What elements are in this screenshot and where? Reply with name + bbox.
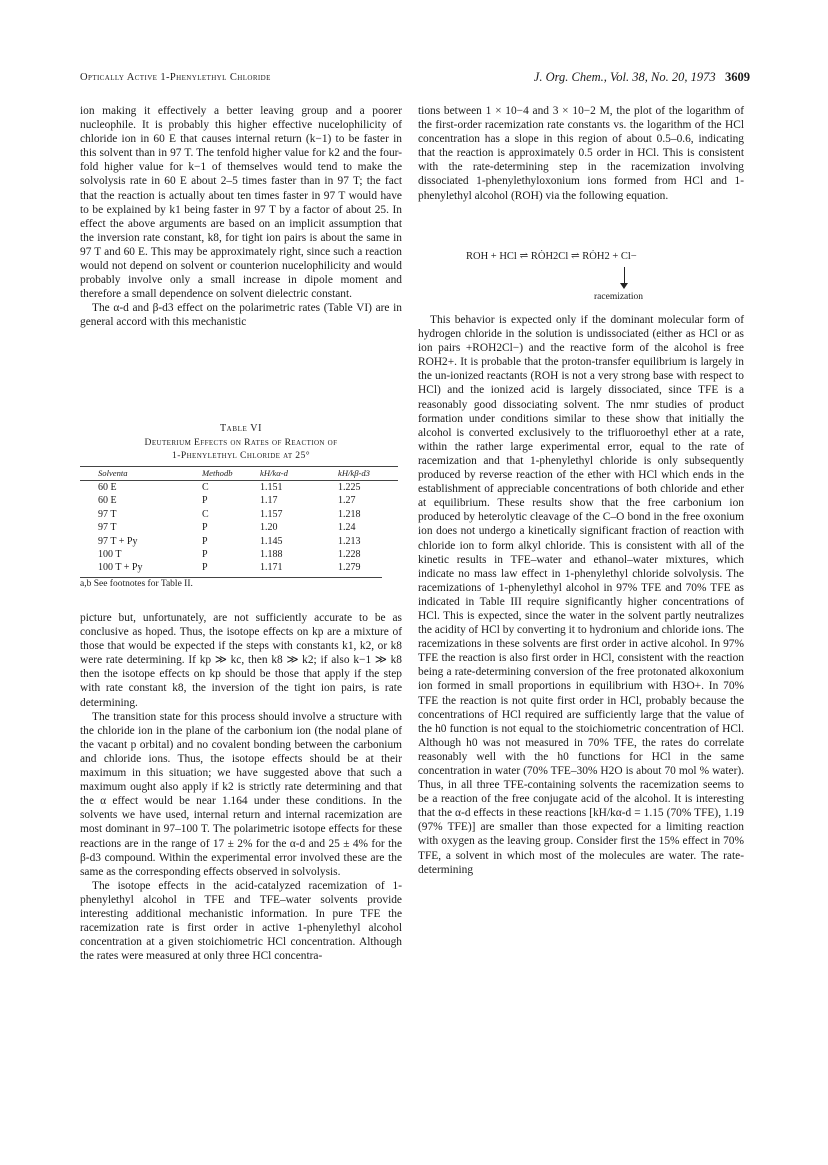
journal-citation — [466, 70, 750, 85]
col-header-beta: kH/kβ-d3 — [338, 467, 398, 481]
paragraph: This behavior is expected only if the dominant molecular form of hydrogen chloride in the solution is undissociated (either as HCl or as ion pairs +ROH2Cl−) and the reactive form of the alcohol is free ROH2+. It is probable that the proton-transfer equilibrium is largely in the un-ionized reactants (ROH is not a very strong base with respect to HCl) and the ionized acid is largely dissociated, since TFE is a reasonably good dissociating solvent. The nmr studies of product formation under conditions similar to these show that initially the alcohol is converted exclusively to the trifluoroethyl ether at a rate, within the rather large experimental error, equal to the rate of racemization and that 1-phenylethyl chloride is only subsequently produced by reverse reaction of the ether with HCl which ends in the establishment of appreciable concentrations of both chloride and ether at equilibrium. These results show that the free carbonium ion produced by heterolytic cleavage of the C–O bond in the free oxonium ion does not undergo a kinetically significant fraction of reaction with chloride ion to form alkyl chloride. This is consistent with all of the kinetic results in TFE–water and ethanol–water mixtures, which indicate no mass law effect in 1-phenylethyl chloride solvolysis. The racemizations of 1-phenylethyl alcohol in 97% TFE and 70% TFE as indicated in Table III require significantly higher concentrations of HCl. This is expected, since the water in the solvent partly neutralizes the acidity of HCl by converting it to hydronium and chloride ions. The racemizations in these solvents are first order in active alcohol. In 97% TFE the reaction is also first order in HCl, consistent with the reaction being a rate-determining conversion of the free protonated alkoxonium ion formed in small proportions in equilibrium with H3O+. In 70% TFE the reaction is not quite first order in HCl, probably because the concentrations of HCl required are sufficiently large that the value of the h0 function is not equal to the stoichiometric concentration of HCl. Although h0 was not measured in 70% TFE, the rates do correlate reasonably well with the h0 functions for HCl in the same concentration in water (70% TFE–30% H2O is about 70 mol % water). Thus, in all three TFE-containing solvents the racemization seems to be a reaction of the free conjugate acid of the alcohol. It is interesting that the α-d effects in these reactions [kH/kα-d = 1.15 (70% TFE), 1.19 (97% TFE)] are smaller than those expected for a limiting reaction with oxygen as the leaving group. Consider first the 15% effect in 70% TFE, a solvent in which most of the molecules are water. The rate-determining — [418, 314, 744, 876]
paragraph: tions between 1 × 10−4 and 3 × 10−2 M, the plot of the logarithm of the first-order racemization rate constants vs. the logarithm of the HCl concentration has a slope in this region of about 0.5–0.6, indicating that the reaction is approximately 0.5 order in HCl. This is consistent with the rate-determining step in the racemization involving dissociated 1-phenylethyloxonium ions formed from HCl and 1-phenylethyl alcohol (ROH) via the following equation. — [418, 105, 744, 202]
cell: 97 T — [98, 522, 117, 534]
table-row — [80, 548, 398, 561]
table-footnote: a,b See footnotes for Table II. — [80, 577, 382, 589]
cell: 1.218 — [338, 508, 361, 520]
cell: 1.188 — [260, 549, 283, 561]
cell: 100 T — [98, 549, 122, 561]
paragraph: ion making it effectively a better leaving group and a poorer nucleophile. It is probably this higher effective nucelophilicity of chloride ion in 60 E that causes internal return (k−1) to be faster in this solvent than in 97 T. The tenfold higher value for k2 and the four-fold higher value for k−1 of themselves would tend to make the solvolysis rate in 60 E about 2–5 times faster than in 97 T; the fact that the reaction is actually about ten times faster in 97 T would have to be explained by k1 being faster in 97 T by a factor of about 25. In effect the above arguments are based on an implicit assumption that the inversion rate constant, k8, for tight ion pairs is about the same in 97 T and 60 E. This may be approximately right, since such a reaction would not depend on solvent or counterion nucelophilicity and would probably involve only a small increase in dipole moment and therefore a small dependence on solvent dielectric constant. — [80, 105, 402, 301]
cell: 1.171 — [260, 562, 283, 574]
cell: C — [202, 482, 209, 493]
cell: P — [202, 549, 208, 561]
cell: 1.225 — [338, 482, 361, 493]
table-title: Table VI — [219, 423, 263, 434]
cell: 1.228 — [338, 549, 361, 561]
paragraph: The isotope effects in the acid-catalyzed racemization of 1-phenylethyl alcohol in TFE and TFE–water solvents provide interesting additional mechanistic information. In pure TFE the racemization rate is first order in active 1-phenylethyl alcohol concentration at a given stoichiometric HCl concentration. Although the rates were measured at only three HCl concentra- — [80, 879, 402, 963]
table-row — [80, 521, 398, 534]
cell: P — [202, 522, 208, 534]
left-column-bottom — [80, 611, 402, 963]
table-row — [80, 494, 398, 507]
cell: 1.279 — [338, 562, 361, 574]
cell: 1.27 — [338, 495, 356, 507]
left-column-top — [80, 104, 402, 330]
col-header-alpha: kH/kα-d — [260, 467, 338, 481]
cell: P — [202, 562, 208, 574]
table-row — [80, 561, 398, 574]
cell: 1.151 — [260, 482, 283, 493]
table-caption-line2: 1-Phenylethyl Chloride at 25° — [172, 449, 310, 461]
cell: 1.213 — [338, 535, 361, 547]
table-row — [80, 535, 398, 548]
col-header-solvent: Solventa — [80, 467, 202, 481]
journal-name: J. Org. Chem., Vol. 38, No. 20, 1973 — [533, 70, 716, 84]
running-title: Optically Active 1-Phenylethyl Chloride — [80, 72, 271, 83]
right-column-bottom — [418, 313, 744, 877]
cell: 60 E — [98, 495, 117, 507]
equation-line: ROH + HCl ⇌ RȮH2Cl ⇌ RȮH2 + Cl− — [466, 251, 637, 262]
cell: P — [202, 495, 208, 507]
page-number: 3609 — [725, 70, 750, 84]
table-vi — [80, 422, 402, 589]
down-arrow-icon — [624, 267, 625, 287]
cell: C — [202, 508, 209, 520]
cell: 1.157 — [260, 508, 283, 520]
col-header-method: Methodb — [202, 467, 260, 481]
cell: 100 T + Py — [98, 562, 143, 574]
table-row — [80, 481, 398, 495]
cell: 97 T + Py — [98, 535, 138, 547]
table-header-row — [80, 467, 398, 481]
cell: P — [202, 535, 208, 547]
cell: 60 E — [98, 482, 117, 493]
paragraph: The transition state for this process should involve a structure with the chloride ion in the plane of the carbonium ion (the nodal plane of the vacant p orbital) and no covalent bonding between the carbonium and chloride ions. Thus, the isotope effects should be at their maximum in this situation; we have suggested above that such a maximum ought also apply if k2 is strictly rate determining and that the α effect would be near 1.164 under these conditions. In the solvents we have used, internal return and internal racemization are most dominant in 97–100 T. The polarimetric isotope effects for these reactions are in the range of 17 ± 2% for the α-d and 25 ± 4% for the β-d3 compound. Within the experimental error involved these are the same as the corresponding effects observed in solvolysis. — [80, 710, 402, 878]
cell: 1.17 — [260, 495, 278, 507]
table-caption-line1: Deuterium Effects on Rates of Reaction of — [144, 437, 338, 448]
cell: 1.20 — [260, 522, 278, 534]
right-column-top — [418, 104, 744, 203]
cell: 97 T — [98, 508, 117, 520]
paragraph: picture but, unfortunately, are not sufficiently accurate to be as conclusive as hoped. Thus, the isotope effects on kp are a mixture of those that would be expected if the steps with constants k1, k2, or k8 were rate determining. If kp ≫ kc, then k8 ≫ k2; if also k−1 ≫ k8 then the isotope effects on kp should be those that apply if the step with rate constant k8, the inversion of the tight ion pairs, is rate determining. — [80, 612, 402, 709]
table-row — [80, 508, 398, 521]
cell: 1.24 — [338, 522, 356, 534]
equation-racemization-label: racemization — [594, 292, 644, 302]
cell: 1.145 — [260, 535, 283, 547]
isotope-effects-table — [80, 466, 398, 575]
paragraph: The α-d and β-d3 effect on the polarimetric rates (Table VI) are in general accord with this mechanistic — [80, 302, 402, 329]
